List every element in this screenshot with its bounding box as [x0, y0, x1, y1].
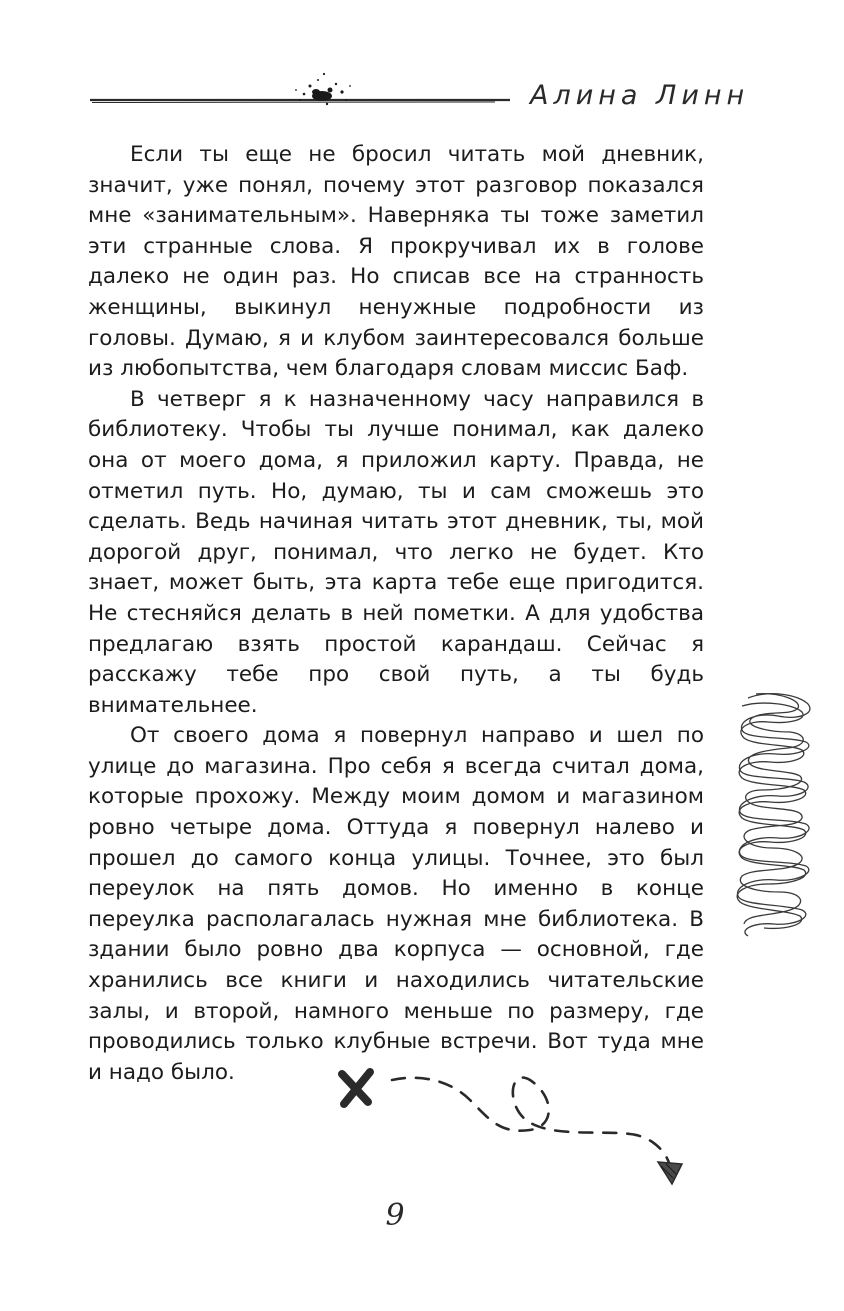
- paragraph-1: Если ты еще не бросил читать мой дневник, значит, уже понял, почему этот разговор показался мне «занимательным». Наверняка ты тоже заметил эти странные слова. Я прокручивал их в голове далеко не один раз. Но списав все на странность женщины, выкинул ненужные подробности из головы. Думаю, я и клубом заинтересовался больше из любопытства, чем благодаря словам миссис Баф.: [88, 142, 704, 382]
- author-name: Алина Линн: [530, 80, 750, 111]
- page-number: 9: [385, 1198, 405, 1233]
- dashed-route-line: [392, 1078, 670, 1166]
- paragraph-3: От своего дома я повернул направо и шел по улице до магазина. Про себя я всегда считал дома, которые прохожу. Между моим домом и магазином ровно четыре дома. Оттуда я повернул налево и прошел до самого конца улицы. Точнее, это был переулок на пять домов. Но именно в конце переулка располагалась нужная мне библиотека. В здании было ровно два корпуса — основной, где хранились все книги и находились читательские залы, и второй, намного меньше по размеру, где проводились только клубные встречи. Вот туда мне и надо было.: [88, 723, 704, 1085]
- header-ink-rule: [0, 60, 520, 110]
- body-text: [88, 140, 704, 1088]
- x-mark-icon: [342, 1072, 370, 1104]
- page-header: [0, 0, 844, 140]
- map-route-doodle: [330, 1060, 690, 1200]
- route-arrow-icon: [658, 1162, 682, 1184]
- paragraph-2: В четверг я к назначенному часу направился в библиотеку. Чтобы ты лучше понимал, как далеко она от моего дома, я приложил карту. Правда, не отметил путь. Но, думаю, ты и сам сможешь это сделать. Ведь начиная читать этот дневник, ты, мой дорогой друг, понимал, что легко не будет. Кто знает, может быть, эта карта тебе еще пригодится. Не стесняйся делать в ней пометки. А для удобства предлагаю взять простой карандаш. Сейчас я расскажу тебе про свой путь, а ты будь внимательнее.: [88, 386, 704, 718]
- scribble-doodle-icon: [728, 690, 818, 940]
